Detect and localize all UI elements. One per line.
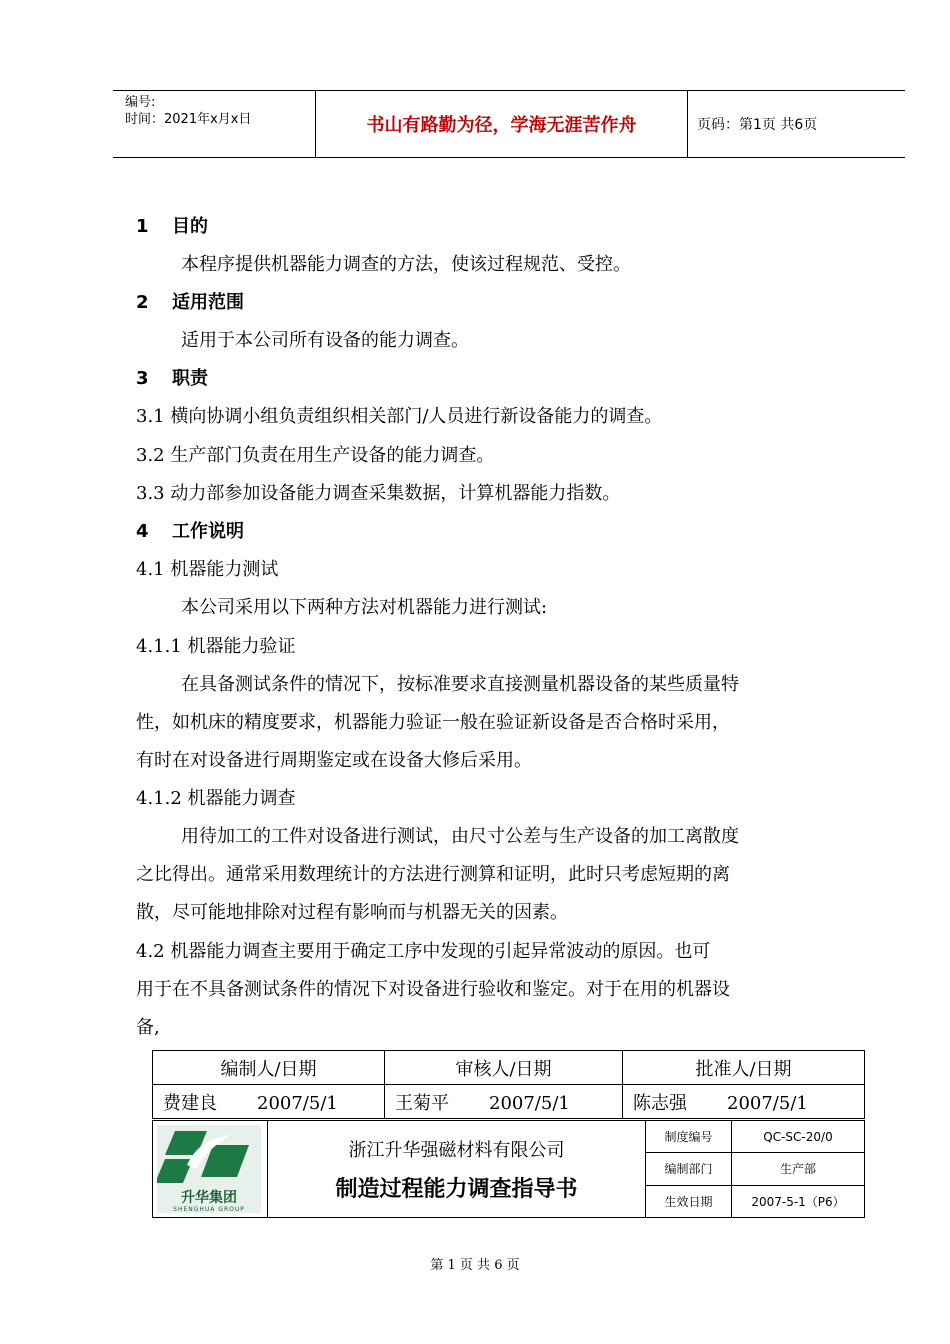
reviewer-cell: 王菊平 2007/5/1	[385, 1085, 623, 1119]
document-meta	[646, 1121, 864, 1217]
section-2-text: 适用于本公司所有设备的能力调查。	[181, 330, 469, 351]
section-4-2-line-1: 4.2 机器能力调查主要用于确定工序中发现的引起异常波动的原因。也可	[136, 941, 711, 962]
section-2-heading: 2 适用范围	[136, 292, 244, 313]
author-header: 编制人/日期	[153, 1051, 385, 1085]
header-slogan: 书山有路勤为径，学海无涯苦作舟	[315, 91, 688, 157]
section-4-1-1: 4.1.1 机器能力验证	[136, 636, 296, 657]
reviewer-header: 审核人/日期	[385, 1051, 623, 1085]
document-header	[113, 90, 905, 158]
approver-header: 批准人/日期	[623, 1051, 865, 1085]
section-4-1-2-line-3: 散，尽可能地排除对过程有影响而与机器无关的因素。	[136, 902, 568, 923]
time-label: 时间：2021年x月x日	[125, 112, 252, 127]
section-4-2-line-2: 用于在不具备测试条件的情况下对设备进行验收和鉴定。对于在用的机器设	[136, 979, 730, 1000]
meta-row-date: 生效日期 2007-5-1（P6）	[646, 1186, 864, 1217]
section-4-2-line-3: 备,	[136, 1017, 160, 1038]
section-4-1-1-line-2: 性，如机床的精度要求，机器能力验证一般在验证新设备是否合格时采用，	[136, 712, 730, 733]
meta-row-dept: 编制部门 生产部	[646, 1153, 864, 1185]
section-4-1: 4.1 机器能力测试	[136, 559, 279, 580]
section-4-1-1-line-3: 有时在对设备进行周期鉴定或在设备大修后采用。	[136, 750, 532, 771]
signature-table	[152, 1050, 865, 1119]
number-label: 编号:	[125, 95, 156, 110]
header-info-cell	[113, 91, 315, 157]
header-page-label: 页码：第1页 共6页	[697, 117, 818, 133]
section-4-1-2-line-1: 用待加工的工件对设备进行测试，由尺寸公差与生产设备的加工离散度	[181, 826, 739, 847]
company-name: 浙江升华强磁材料有限公司	[348, 1139, 565, 1161]
section-3-heading: 3 职责	[136, 368, 208, 389]
company-block	[268, 1121, 646, 1217]
signature-header-row	[153, 1051, 865, 1085]
section-4-heading: 4 工作说明	[136, 521, 244, 542]
approver-cell: 陈志强 2007/5/1	[623, 1085, 865, 1119]
document-title: 制造过程能力调查指导书	[335, 1176, 578, 1202]
logo-mark-icon	[157, 1125, 261, 1189]
logo-subtext: SHENGHUA GROUP	[173, 1206, 245, 1213]
logo-image	[157, 1125, 261, 1213]
signature-row	[153, 1085, 865, 1119]
page-number: 第 1 页 共 6 页	[430, 1258, 520, 1273]
section-1-heading: 1 目的	[136, 216, 208, 237]
meta-row-code: 制度编号 QC-SC-20/0	[646, 1121, 864, 1153]
section-1-text: 本程序提供机器能力调查的方法，使该过程规范、受控。	[181, 254, 631, 275]
document-footer	[152, 1120, 865, 1218]
author-cell: 费建良 2007/5/1	[153, 1085, 385, 1119]
section-3-3: 3.3 动力部参加设备能力调查采集数据，计算机器能力指数。	[136, 483, 621, 504]
section-4-1-2: 4.1.2 机器能力调查	[136, 788, 296, 809]
section-3-2: 3.2 生产部门负责在用生产设备的能力调查。	[136, 445, 495, 466]
section-4-1-text: 本公司采用以下两种方法对机器能力进行测试:	[181, 597, 548, 618]
section-3-1: 3.1 横向协调小组负责组织相关部门/人员进行新设备能力的调查。	[136, 406, 663, 427]
section-4-1-1-line-1: 在具备测试条件的情况下，按标准要求直接测量机器设备的某些质量特	[181, 674, 739, 695]
section-4-1-2-line-2: 之比得出。通常采用数理统计的方法进行测算和证明，此时只考虑短期的离	[136, 864, 730, 885]
logo-text: 升华集团	[181, 1190, 237, 1206]
company-logo	[153, 1121, 268, 1217]
